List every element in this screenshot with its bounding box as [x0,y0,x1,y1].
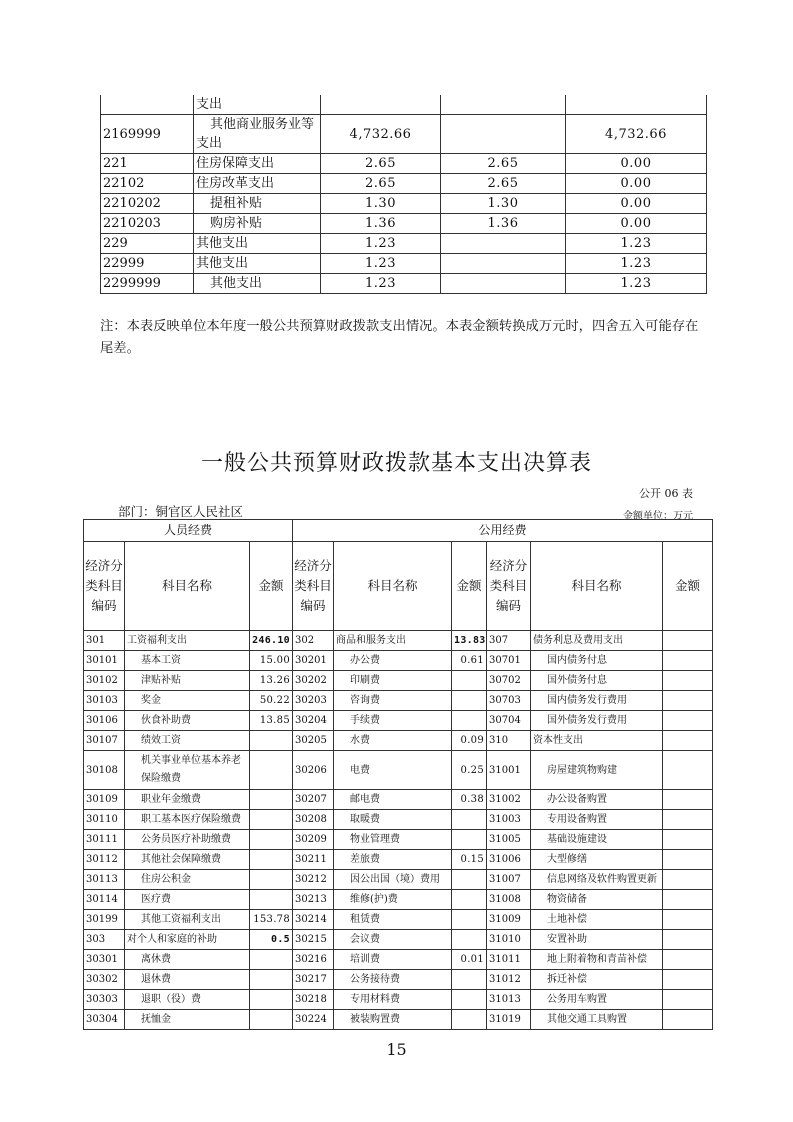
code-goods: 30224 [293,1010,334,1030]
name-personnel: 绩效工资 [125,731,250,751]
row-name: 其他商业服务业等支出 [194,115,321,154]
name-personnel: 对个人和家庭的补助 [125,930,250,950]
code-personnel: 30106 [84,711,125,731]
name-capital: 大型修缮 [531,850,663,870]
name-personnel: 津贴补贴 [125,671,250,691]
amount-personnel [250,990,293,1010]
name-goods: 培训费 [334,950,452,970]
amount-capital [663,731,713,751]
row-total: 1.30 [321,194,441,214]
amount-personnel [250,970,293,990]
table-row [84,850,713,870]
name-personnel: 住房公积金 [125,870,250,890]
name-goods: 电费 [334,751,452,790]
amount-goods [452,830,487,850]
amount-personnel [250,830,293,850]
amount-goods [452,1010,487,1030]
table-row [84,990,713,1010]
name-goods: 邮电费 [334,790,452,810]
name-personnel: 退休费 [125,970,250,990]
row-name: 其他支出 [194,274,321,294]
code-goods: 30218 [293,990,334,1010]
table-row [101,234,707,254]
amount-personnel [250,751,293,790]
amount-capital [663,930,713,950]
group-public-header: 公用经费 [293,520,713,542]
code-capital: 31003 [487,810,531,830]
name-goods: 被装购置费 [334,1010,452,1030]
table-row [84,691,713,711]
row-basic: 2.65 [441,154,566,174]
table-row [101,95,707,115]
amount-goods: 0.38 [452,790,487,810]
row-project: 0.00 [566,174,707,194]
code-goods: 30201 [293,651,334,671]
name-personnel: 退职（役）费 [125,990,250,1010]
amount-personnel [250,850,293,870]
amount-personnel [250,810,293,830]
table-note: 注：本表反映单位本年度一般公共预算财政拨款支出情况。本表金额转换成万元时，四舍五入可能存在尾差。 [100,319,699,356]
amount-personnel: 13.85 [250,711,293,731]
amount-goods: 0.25 [452,751,487,790]
amount-capital [663,870,713,890]
amount-capital [663,830,713,850]
header-amount-personnel: 金额 [250,542,293,631]
code-personnel: 30110 [84,810,125,830]
code-personnel: 30304 [84,1010,125,1030]
amount-capital [663,910,713,930]
name-personnel: 职工基本医疗保险缴费 [125,810,250,830]
amount-personnel: 246.10 [250,631,293,651]
code-capital: 30701 [487,651,531,671]
row-basic: 1.36 [441,214,566,234]
amount-capital [663,890,713,910]
code-personnel: 30111 [84,830,125,850]
name-goods: 维修(护)费 [334,890,452,910]
code-capital: 31019 [487,1010,531,1030]
table-row [84,671,713,691]
code-goods: 30208 [293,810,334,830]
name-personnel: 基本工资 [125,651,250,671]
name-personnel: 机关事业单位基本养老保险缴费 [125,751,250,790]
row-project: 0.00 [566,154,707,174]
row-total: 1.23 [321,274,441,294]
department-label: 部门：铜官区人民社区 [118,504,244,519]
table-row [84,910,713,930]
name-goods: 差旅费 [334,850,452,870]
amount-goods: 0.01 [452,950,487,970]
row-code: 2169999 [101,115,194,154]
name-capital: 土地补偿 [531,910,663,930]
table-row [101,174,707,194]
row-total: 1.36 [321,214,441,234]
name-goods: 会议费 [334,930,452,950]
row-basic [441,95,566,115]
amount-personnel [250,731,293,751]
code-personnel: 30108 [84,751,125,790]
code-goods: 30206 [293,751,334,790]
name-goods: 办公费 [334,651,452,671]
code-capital: 31012 [487,970,531,990]
code-goods: 30207 [293,790,334,810]
name-capital: 国内债务付息 [531,651,663,671]
amount-personnel [250,950,293,970]
code-capital: 31013 [487,990,531,1010]
table-row [84,751,713,790]
row-code [101,95,194,115]
name-goods: 公务接待费 [334,970,452,990]
amount-goods: 13.83 [452,631,487,651]
name-capital: 国外债务付息 [531,671,663,691]
table-row [101,274,707,294]
amount-capital [663,790,713,810]
row-project: 1.23 [566,274,707,294]
name-capital: 基础设施建设 [531,830,663,850]
code-capital: 31011 [487,950,531,970]
amount-goods [452,711,487,731]
code-personnel: 30113 [84,870,125,890]
code-personnel: 30101 [84,651,125,671]
row-name: 其他支出 [194,254,321,274]
amount-goods [452,870,487,890]
name-personnel: 奖金 [125,691,250,711]
group-personnel-header: 人员经费 [84,520,293,542]
name-personnel: 职业年金缴费 [125,790,250,810]
code-goods: 30213 [293,890,334,910]
header-code-goods: 经济分类科目编码 [293,542,334,631]
table-row [84,1010,713,1030]
row-basic [441,254,566,274]
name-personnel: 抚恤金 [125,1010,250,1030]
code-capital: 31002 [487,790,531,810]
code-capital: 31005 [487,830,531,850]
row-name: 提租补贴 [194,194,321,214]
name-capital: 办公设备购置 [531,790,663,810]
row-code: 229 [101,234,194,254]
row-code: 22102 [101,174,194,194]
amount-goods [452,990,487,1010]
code-goods: 30209 [293,830,334,850]
table-row [84,830,713,850]
table-row [101,194,707,214]
amount-goods: 0.61 [452,651,487,671]
name-capital: 地上附着物和青苗补偿 [531,950,663,970]
amount-capital [663,850,713,870]
row-basic [441,234,566,254]
code-goods: 30205 [293,731,334,751]
name-capital: 安置补助 [531,930,663,950]
code-personnel: 30114 [84,890,125,910]
row-total: 1.23 [321,234,441,254]
code-personnel: 30112 [84,850,125,870]
table-row [101,115,707,154]
amount-goods [452,810,487,830]
amount-personnel: 15.00 [250,651,293,671]
name-personnel: 其他社会保障缴费 [125,850,250,870]
code-personnel: 30199 [84,910,125,930]
header-amount-capital: 金额 [663,542,713,631]
amount-goods [452,671,487,691]
name-capital: 其他交通工具购置 [531,1010,663,1030]
name-goods: 手续费 [334,711,452,731]
amount-goods [452,910,487,930]
header-name-goods: 科目名称 [334,542,452,631]
table-row [84,631,713,651]
code-capital: 31008 [487,890,531,910]
row-project: 1.23 [566,254,707,274]
amount-capital [663,1010,713,1030]
name-capital: 资本性支出 [531,731,663,751]
header-amount-goods: 金额 [452,542,487,631]
code-personnel: 30102 [84,671,125,691]
name-capital: 信息网络及软件购置更新 [531,870,663,890]
amount-personnel [250,890,293,910]
row-name: 住房改革支出 [194,174,321,194]
row-total [321,95,441,115]
amount-capital [663,671,713,691]
code-goods: 30212 [293,870,334,890]
header-name-personnel: 科目名称 [125,542,250,631]
code-goods: 30204 [293,711,334,731]
amount-capital [663,990,713,1010]
amount-capital [663,751,713,790]
row-code: 2210203 [101,214,194,234]
name-goods: 水费 [334,731,452,751]
name-goods: 专用材料费 [334,990,452,1010]
row-code: 2210202 [101,194,194,214]
row-project: 0.00 [566,194,707,214]
page-number: 15 [386,1040,407,1059]
name-goods: 租赁费 [334,910,452,930]
amount-goods: 0.09 [452,731,487,751]
amount-personnel: 50.22 [250,691,293,711]
row-project: 0.00 [566,214,707,234]
code-goods: 30203 [293,691,334,711]
table-row [101,254,707,274]
amount-personnel [250,870,293,890]
code-goods: 30214 [293,910,334,930]
name-personnel: 公务员医疗补助缴费 [125,830,250,850]
name-capital: 专用设备购置 [531,810,663,830]
code-personnel: 30302 [84,970,125,990]
code-personnel: 30301 [84,950,125,970]
table-row [101,214,707,234]
name-personnel: 伙食补助费 [125,711,250,731]
row-project [566,95,707,115]
code-capital: 31007 [487,870,531,890]
table-row [84,711,713,731]
amount-goods [452,970,487,990]
table-row [84,810,713,830]
expenditure-table-continued [100,95,707,294]
row-code: 221 [101,154,194,174]
code-capital: 310 [487,731,531,751]
name-capital: 国内债务发行费用 [531,691,663,711]
row-total: 2.65 [321,174,441,194]
amount-goods [452,890,487,910]
header-code-personnel: 经济分类科目编码 [84,542,125,631]
row-total: 2.65 [321,154,441,174]
code-capital: 31009 [487,910,531,930]
code-personnel: 303 [84,930,125,950]
name-capital: 物资储备 [531,890,663,910]
code-personnel: 30303 [84,990,125,1010]
amount-capital [663,691,713,711]
amount-personnel: 0.5 [250,930,293,950]
code-personnel: 301 [84,631,125,651]
row-basic: 2.65 [441,174,566,194]
table-row [84,651,713,671]
code-capital: 31010 [487,930,531,950]
amount-capital [663,970,713,990]
page-title: 一般公共预算财政拨款基本支出决算表 [200,451,592,476]
table-row [84,890,713,910]
row-name: 住房保障支出 [194,154,321,174]
header-name-capital: 科目名称 [531,542,663,631]
amount-personnel: 13.26 [250,671,293,691]
table-row [84,930,713,950]
code-personnel: 30107 [84,731,125,751]
header-code-capital: 经济分类科目编码 [487,542,531,631]
code-capital: 31001 [487,751,531,790]
code-goods: 30216 [293,950,334,970]
row-project: 1.23 [566,234,707,254]
name-goods: 取暖费 [334,810,452,830]
name-goods: 咨询费 [334,691,452,711]
amount-personnel [250,790,293,810]
table-row [84,950,713,970]
name-goods: 商品和服务支出 [334,631,452,651]
form-number: 公开 06 表 [639,487,693,500]
code-personnel: 30103 [84,691,125,711]
code-capital: 30703 [487,691,531,711]
amount-capital [663,810,713,830]
name-capital: 债务利息及费用支出 [531,631,663,651]
row-total: 4,732.66 [321,115,441,154]
amount-goods: 0.15 [452,850,487,870]
table-row [84,790,713,810]
code-goods: 30202 [293,671,334,691]
code-goods: 30211 [293,850,334,870]
row-total: 1.23 [321,254,441,274]
name-personnel: 工资福利支出 [125,631,250,651]
code-goods: 30215 [293,930,334,950]
code-capital: 30702 [487,671,531,691]
amount-capital [663,631,713,651]
name-capital: 房屋建筑物购建 [531,751,663,790]
name-capital: 拆迁补偿 [531,970,663,990]
name-goods: 物业管理费 [334,830,452,850]
amount-goods [452,930,487,950]
name-goods: 印刷费 [334,671,452,691]
name-personnel: 医疗费 [125,890,250,910]
amount-capital [663,651,713,671]
code-capital: 31006 [487,850,531,870]
row-basic [441,274,566,294]
code-goods: 30217 [293,970,334,990]
code-goods: 302 [293,631,334,651]
amount-goods [452,691,487,711]
name-capital: 公务用车购置 [531,990,663,1010]
row-code: 2299999 [101,274,194,294]
code-capital: 307 [487,631,531,651]
amount-personnel [250,1010,293,1030]
amount-personnel: 153.78 [250,910,293,930]
row-basic [441,115,566,154]
name-personnel: 离休费 [125,950,250,970]
table-row [84,970,713,990]
row-name: 购房补贴 [194,214,321,234]
code-personnel: 30109 [84,790,125,810]
name-capital: 国外债务发行费用 [531,711,663,731]
code-capital: 30704 [487,711,531,731]
amount-capital [663,711,713,731]
row-code: 22999 [101,254,194,274]
name-goods: 因公出国（境）费用 [334,870,452,890]
row-name: 支出 [194,95,321,115]
table-row [101,154,707,174]
basic-expenditure-table [83,519,713,1030]
name-personnel: 其他工资福利支出 [125,910,250,930]
row-name: 其他支出 [194,234,321,254]
table-row [84,731,713,751]
amount-unit-label: 金额单位：万元 [623,511,693,522]
row-basic: 1.30 [441,194,566,214]
row-project: 4,732.66 [566,115,707,154]
table-row [84,870,713,890]
amount-capital [663,950,713,970]
